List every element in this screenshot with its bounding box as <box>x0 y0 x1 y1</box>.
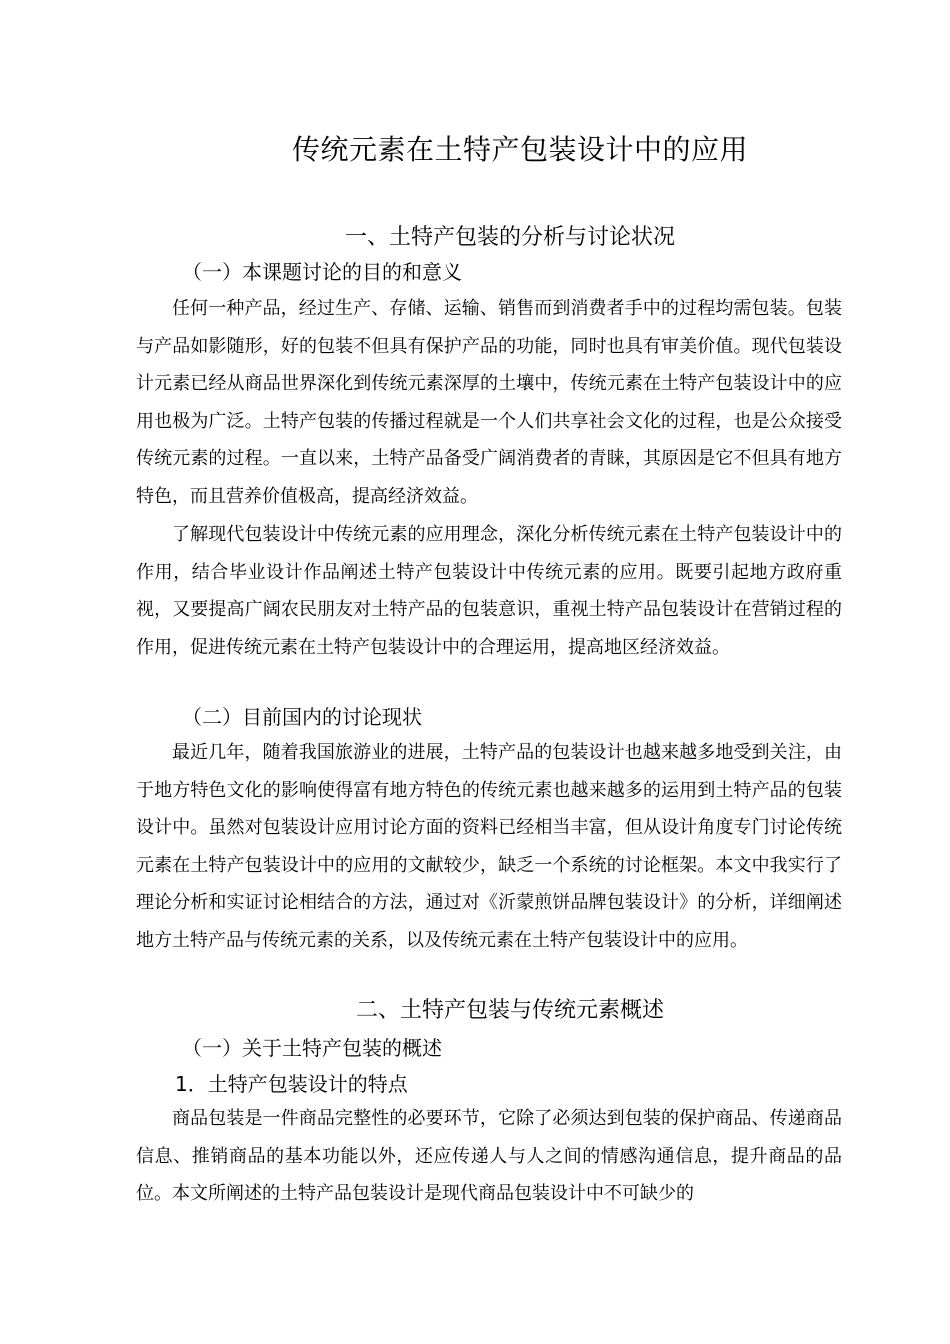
paragraph: 了解现代包装设计中传统元素的应用理念，深化分析传统元素在土特产包装设计中的作用，结合毕业设计作品阐述土特产包装设计中传统元素的应用。既要引起地方政府重视，又要提高广阔农民朋友对土特产品的包装意识，重视土特产品包装设计在营销过程的作用，促进传统元素在土特产包装设计中的合理运用，提高地区经济效益。 <box>136 524 842 658</box>
item-heading-2-1-1: 1．土特产包装设计的特点 <box>175 1072 408 1096</box>
paragraph: 任何一种产品，经过生产、存储、运输、销售而到消费者手中的过程均需包装。包装与产品如影随形，好的包装不但具有保护产品的功能，同时也具有审美价值。现代包装设计元素已经从商品世界深化到传统元素深厚的土壤中，传统元素在土特产包装设计中的应用也极为广泛。土特产包装的传播过程就是一个人们共享社会文化的过程，也是公众接受传统元素的过程。一直以来，土特产品备受广阔消费者的青睐，其原因是它不但具有地方特色，而且营养价值极高，提高经济效益。 <box>136 298 842 507</box>
paragraph: 商品包装是一件商品完整性的必要环节，它除了必须达到包装的保护商品、传递商品信息、推销商品的基本功能以外，还应传递人与人之间的情感沟通信息，提升商品的品位。本文所阐述的土特产品包装设计是现代商品包装设计中不可缺少的 <box>136 1108 842 1205</box>
subsection-heading-1-2: （二）目前国内的讨论现状 <box>182 705 422 729</box>
section-heading-1: 一、土特产包装的分析与讨论状况 <box>344 225 675 250</box>
section-heading-2: 二、土特产包装与传统元素概述 <box>355 998 664 1023</box>
subsection-heading-2-1: （一）关于土特产包装的概述 <box>182 1036 442 1060</box>
paragraph: 最近几年，随着我国旅游业的进展，土特产品的包装设计也越来越多地受到关注，由于地方特色文化的影响使得富有地方特色的传统元素也越来越多的运用到土特产品的包装设计中。虽然对包装设计应用讨论方面的资料已经相当丰富，但从设计角度专门讨论传统元素在土特产包装设计中的应用的文献较少，缺乏一个系统的讨论框架。本文中我实行了理论分析和实证讨论相结合的方法，通过对《沂蒙煎饼品牌包装设计》的分析，详细阐述地方土特产品与传统元素的关系，以及传统元素在土特产包装设计中的应用。 <box>136 742 842 951</box>
document-title: 传统元素在土特产包装设计中的应用 <box>291 133 748 166</box>
subsection-heading-1-1: （一）本课题讨论的目的和意义 <box>182 260 462 284</box>
